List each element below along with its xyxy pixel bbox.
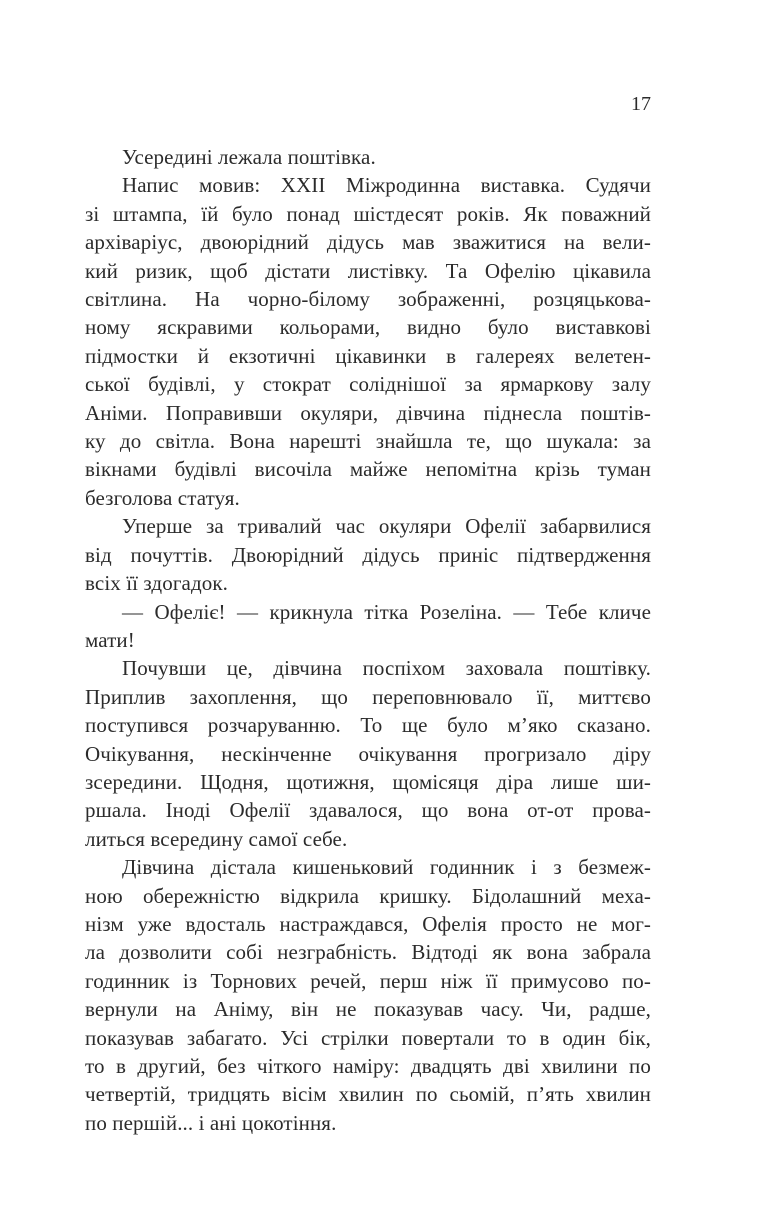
text-line: ської будівлі, у стократ соліднішої за ярмаркову залу [85, 372, 651, 397]
page-text [85, 143, 651, 1137]
text-line: четвертій, тридцять вісім хвилин по сьомій, п’ять хвилин [85, 1082, 651, 1107]
text-line: підмостки й екзотичні цікавинки в галереях велетен- [85, 343, 651, 368]
text-line: ршала. Іноді Офелії здавалося, що вона от-от прова- [85, 798, 651, 823]
paragraph [85, 171, 651, 512]
text-line: Дівчина дістала кишеньковий годинник і з безмеж- [122, 855, 651, 880]
text-line: ною обережністю відкрила кришку. Бідолашний меха- [85, 883, 651, 908]
text-line: мати! [85, 627, 135, 652]
text-line: світлина. На чорно-білому зображенні, розцяцькова- [85, 287, 651, 312]
text-line: від почуттів. Двоюрідний дідусь приніс підтвердження [85, 542, 651, 567]
text-line: архіваріус, двоюрідний дідусь мав зважитися на вели- [85, 230, 651, 255]
text-line: то в другий, без чіткого наміру: двадцять дві хвилини по [85, 1054, 651, 1078]
text-line: Аніми. Поправивши окуляри, дівчина піднесла поштів- [85, 400, 651, 425]
text-line: вікнами будівлі височіла майже непомітна крізь туман [85, 457, 651, 482]
page-number: 17 [631, 93, 651, 115]
text-line: нізм уже вдосталь настраждався, Офелія просто не мог- [85, 911, 651, 936]
text-line: вернули на Аніму, він не показував часу. Чи, радше, [85, 997, 651, 1022]
text-line: Уперше за тривалий час окуляри Офелії забарвилися [122, 514, 651, 539]
text-line: зсередини. Щодня, щотижня, щомісяця діра лише ши- [85, 769, 651, 794]
text-line: зі штампа, їй було понад шістдесят років. Як поважний [85, 201, 651, 226]
text-line: Усередині лежала поштівка. [122, 145, 376, 169]
text-line: ла дозволити собі незграбність. Відтоді як вона забрала [85, 940, 651, 965]
text-line: — Офеліє! — крикнула тітка Розеліна. — Тебе кличе [122, 599, 651, 624]
text-line: безголова статуя. [85, 485, 240, 510]
text-line: кий ризик, щоб дістати листівку. Та Офелію цікавила [85, 258, 651, 283]
paragraph [85, 853, 651, 1137]
text-line: Почувши це, дівчина поспіхом заховала поштівку. [122, 656, 651, 681]
text-line: Очікування, нескінченне очікування прогризало діру [85, 741, 651, 766]
paragraph [85, 654, 651, 853]
paragraph [85, 512, 651, 597]
text-line: всіх її здогадок. [85, 571, 228, 596]
text-line: литься всередину самої себе. [85, 826, 348, 851]
text-line: по першій... і ані цокотіння. [85, 1110, 337, 1135]
text-line: показував забагато. Усі стрілки повертали то в один бік, [85, 1025, 651, 1050]
text-line: ку до світла. Вона нарешті знайшла те, що шукала: за [85, 429, 651, 454]
paragraph [85, 598, 651, 655]
text-line: годинник із Торнових речей, перш ніж її примусово по- [85, 968, 651, 993]
text-line: Приплив захоплення, що переповнювало її, миттєво [85, 684, 651, 709]
text-line: ному яскравими кольорами, видно було виставкові [85, 315, 651, 340]
paragraph [85, 143, 651, 171]
text-line: Напис мовив: XXII Міжродинна виставка. Судячи [122, 173, 651, 198]
text-line: поступився розчаруванню. То ще було м’яко сказано. [85, 713, 651, 738]
